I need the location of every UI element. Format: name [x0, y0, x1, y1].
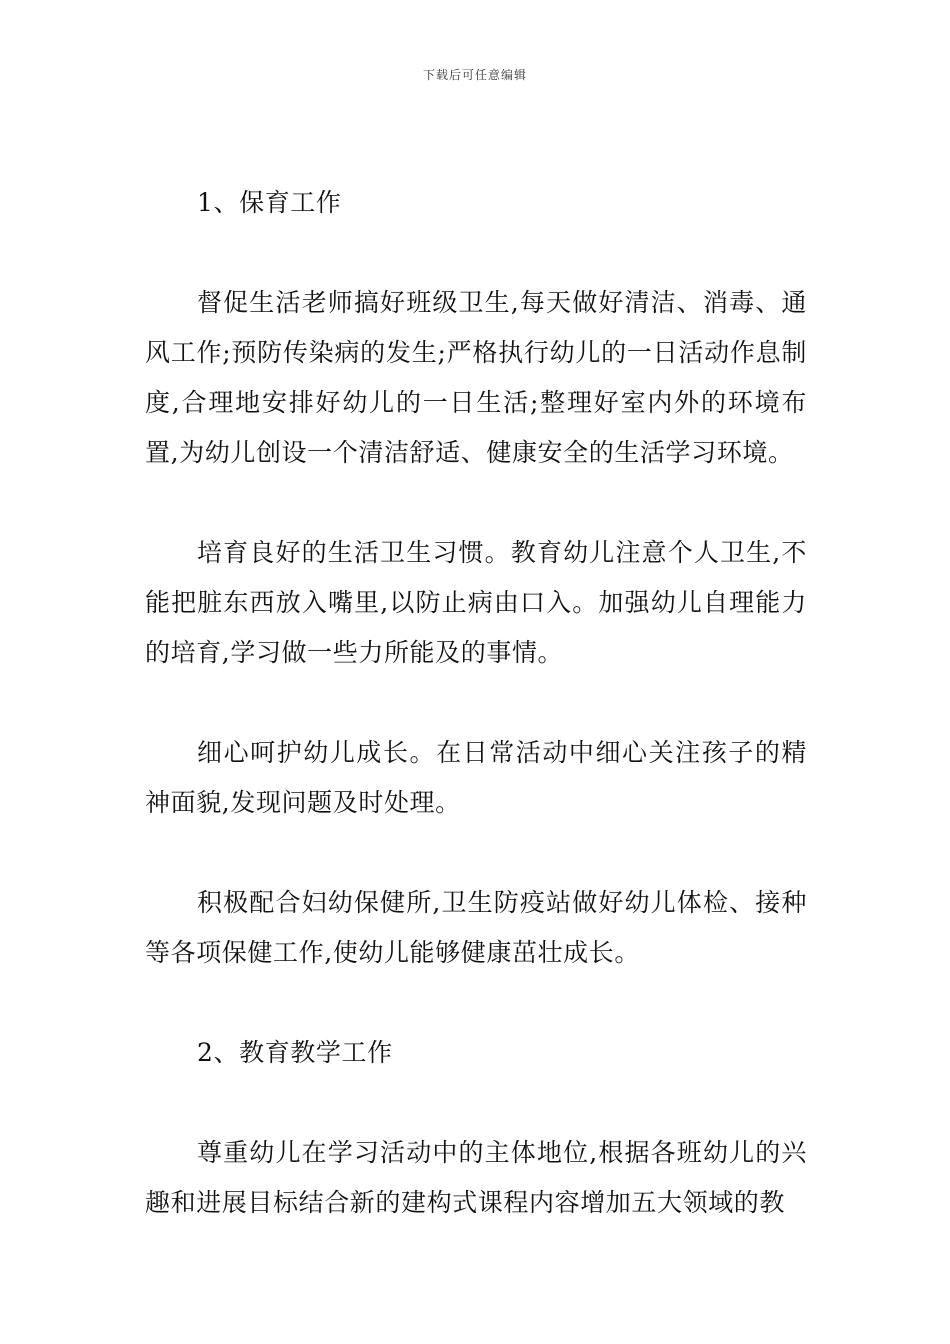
section-1-paragraph-4: 积极配合妇幼保健所,卫生防疫站做好幼儿体检、接种等各项保健工作,使幼儿能够健康茁壮成长。: [145, 888, 807, 967]
section-1-paragraph-2: 培育良好的生活卫生习惯。教育幼儿注意个人卫生,不能把脏东西放入嘴里,以防止病由口入。加强幼儿自理能力的培育,学习做一些力所能及的事情。: [145, 538, 807, 667]
document-body: [145, 178, 807, 1228]
section-1-title: 1、保育工作: [197, 188, 342, 217]
paragraph-spacer: [145, 678, 807, 728]
section-1-paragraph-3: 细心呵护幼儿成长。在日常活动中细心关注孩子的精神面貌,发现问题及时处理。: [145, 738, 807, 817]
paragraph-spacer: [145, 1078, 807, 1128]
paragraph-spacer: [145, 978, 807, 1028]
section-1-paragraph-1: 督促生活老师搞好班级卫生,每天做好清洁、消毒、通风工作;预防传染病的发生;严格执行幼儿的一日活动作息制度,合理地安排好幼儿的一日生活;整理好室内外的环境布置,为幼儿创设一个清洁舒适、健康安全的生活学习环境。: [145, 288, 807, 467]
header-note: 下载后可任意编辑: [422, 68, 527, 82]
paragraph-spacer: [145, 828, 807, 878]
section-2-title: 2、教育教学工作: [197, 1038, 393, 1067]
paragraph-spacer: [145, 478, 807, 528]
section-2-paragraph-1: 尊重幼儿在学习活动中的主体地位,根据各班幼儿的兴趣和进展目标结合新的建构式课程内容增加五大领域的教: [145, 1138, 807, 1217]
paragraph-spacer: [145, 228, 807, 278]
